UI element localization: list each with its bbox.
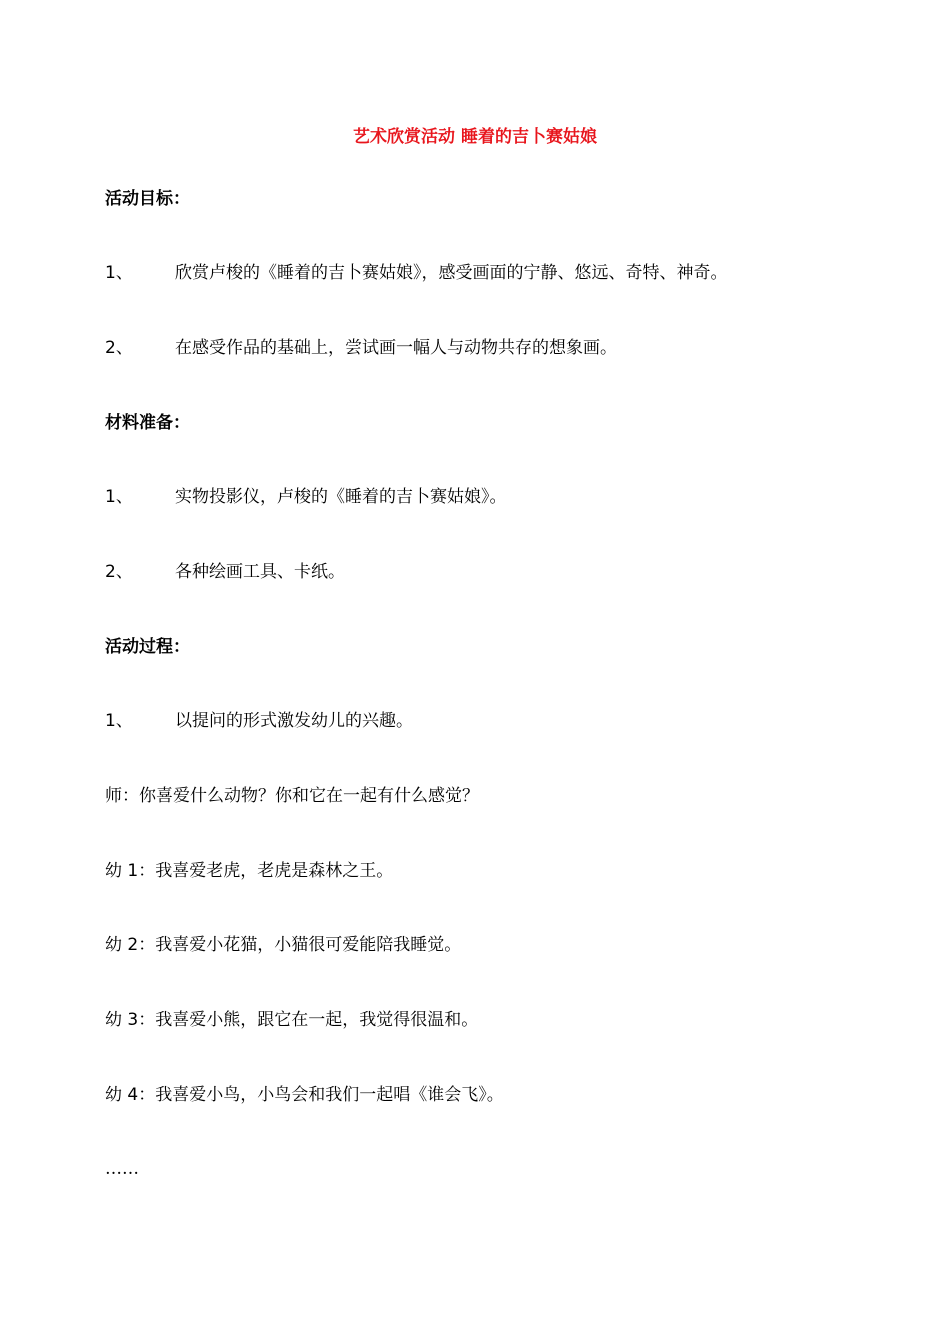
list-number: 1、 bbox=[105, 263, 133, 283]
list-text: 欣赏卢梭的《睡着的吉卜赛姑娘》，感受画面的宁静、悠远、奇特、神奇。 bbox=[175, 263, 728, 283]
dialogue-text: ：我喜爱小熊，跟它在一起，我觉得很温和。 bbox=[138, 1010, 479, 1030]
list-number: 2、 bbox=[105, 562, 133, 582]
dialogue-text: ：我喜爱老虎，老虎是森林之王。 bbox=[138, 861, 394, 881]
speaker-number: 4 bbox=[127, 1085, 139, 1105]
goal-item-2 bbox=[105, 335, 617, 361]
list-text: 以提问的形式激发幼儿的兴趣。 bbox=[175, 711, 413, 731]
speaker-prefix: 幼 bbox=[105, 935, 128, 955]
list-number: 1、 bbox=[105, 711, 133, 731]
speaker-number: 3 bbox=[127, 1010, 139, 1030]
speaker-prefix: 幼 bbox=[105, 1085, 128, 1105]
list-number: 2、 bbox=[105, 338, 133, 358]
dialogue-child-1 bbox=[105, 858, 393, 884]
dialogue-child-3 bbox=[105, 1007, 478, 1033]
list-text: 在感受作品的基础上，尝试画一幅人与动物共存的想象画。 bbox=[175, 338, 617, 358]
list-number: 1、 bbox=[105, 487, 133, 507]
document-title: 艺术欣赏活动 睡着的吉卜赛姑娘 bbox=[353, 127, 597, 147]
speaker-prefix: 幼 bbox=[105, 1010, 128, 1030]
list-text: 各种绘画工具、卡纸。 bbox=[175, 562, 345, 582]
dialogue-child-2 bbox=[105, 932, 461, 958]
material-item-1 bbox=[105, 484, 507, 510]
section-heading-materials: 材料准备： bbox=[105, 413, 190, 433]
material-item-2 bbox=[105, 559, 345, 585]
section-heading-process: 活动过程： bbox=[105, 637, 190, 657]
dialogue-text: ：我喜爱小花猫，小猫很可爱能陪我睡觉。 bbox=[138, 935, 462, 955]
list-text: 实物投影仪，卢梭的《睡着的吉卜赛姑娘》。 bbox=[175, 487, 507, 507]
speaker-number: 1 bbox=[127, 861, 139, 881]
ellipsis: …… bbox=[105, 1159, 139, 1179]
speaker-prefix: 幼 bbox=[105, 861, 128, 881]
dialogue-child-4 bbox=[105, 1082, 504, 1108]
speaker-number: 2 bbox=[127, 935, 139, 955]
dialogue-text: ：我喜爱小鸟，小鸟会和我们一起唱《谁会飞》。 bbox=[138, 1085, 504, 1105]
dialogue-teacher: 师：你喜爱什么动物？你和它在一起有什么感觉？ bbox=[105, 786, 479, 806]
section-heading-goals: 活动目标： bbox=[105, 189, 190, 209]
goal-item-1 bbox=[105, 260, 728, 286]
process-item-1 bbox=[105, 708, 413, 734]
